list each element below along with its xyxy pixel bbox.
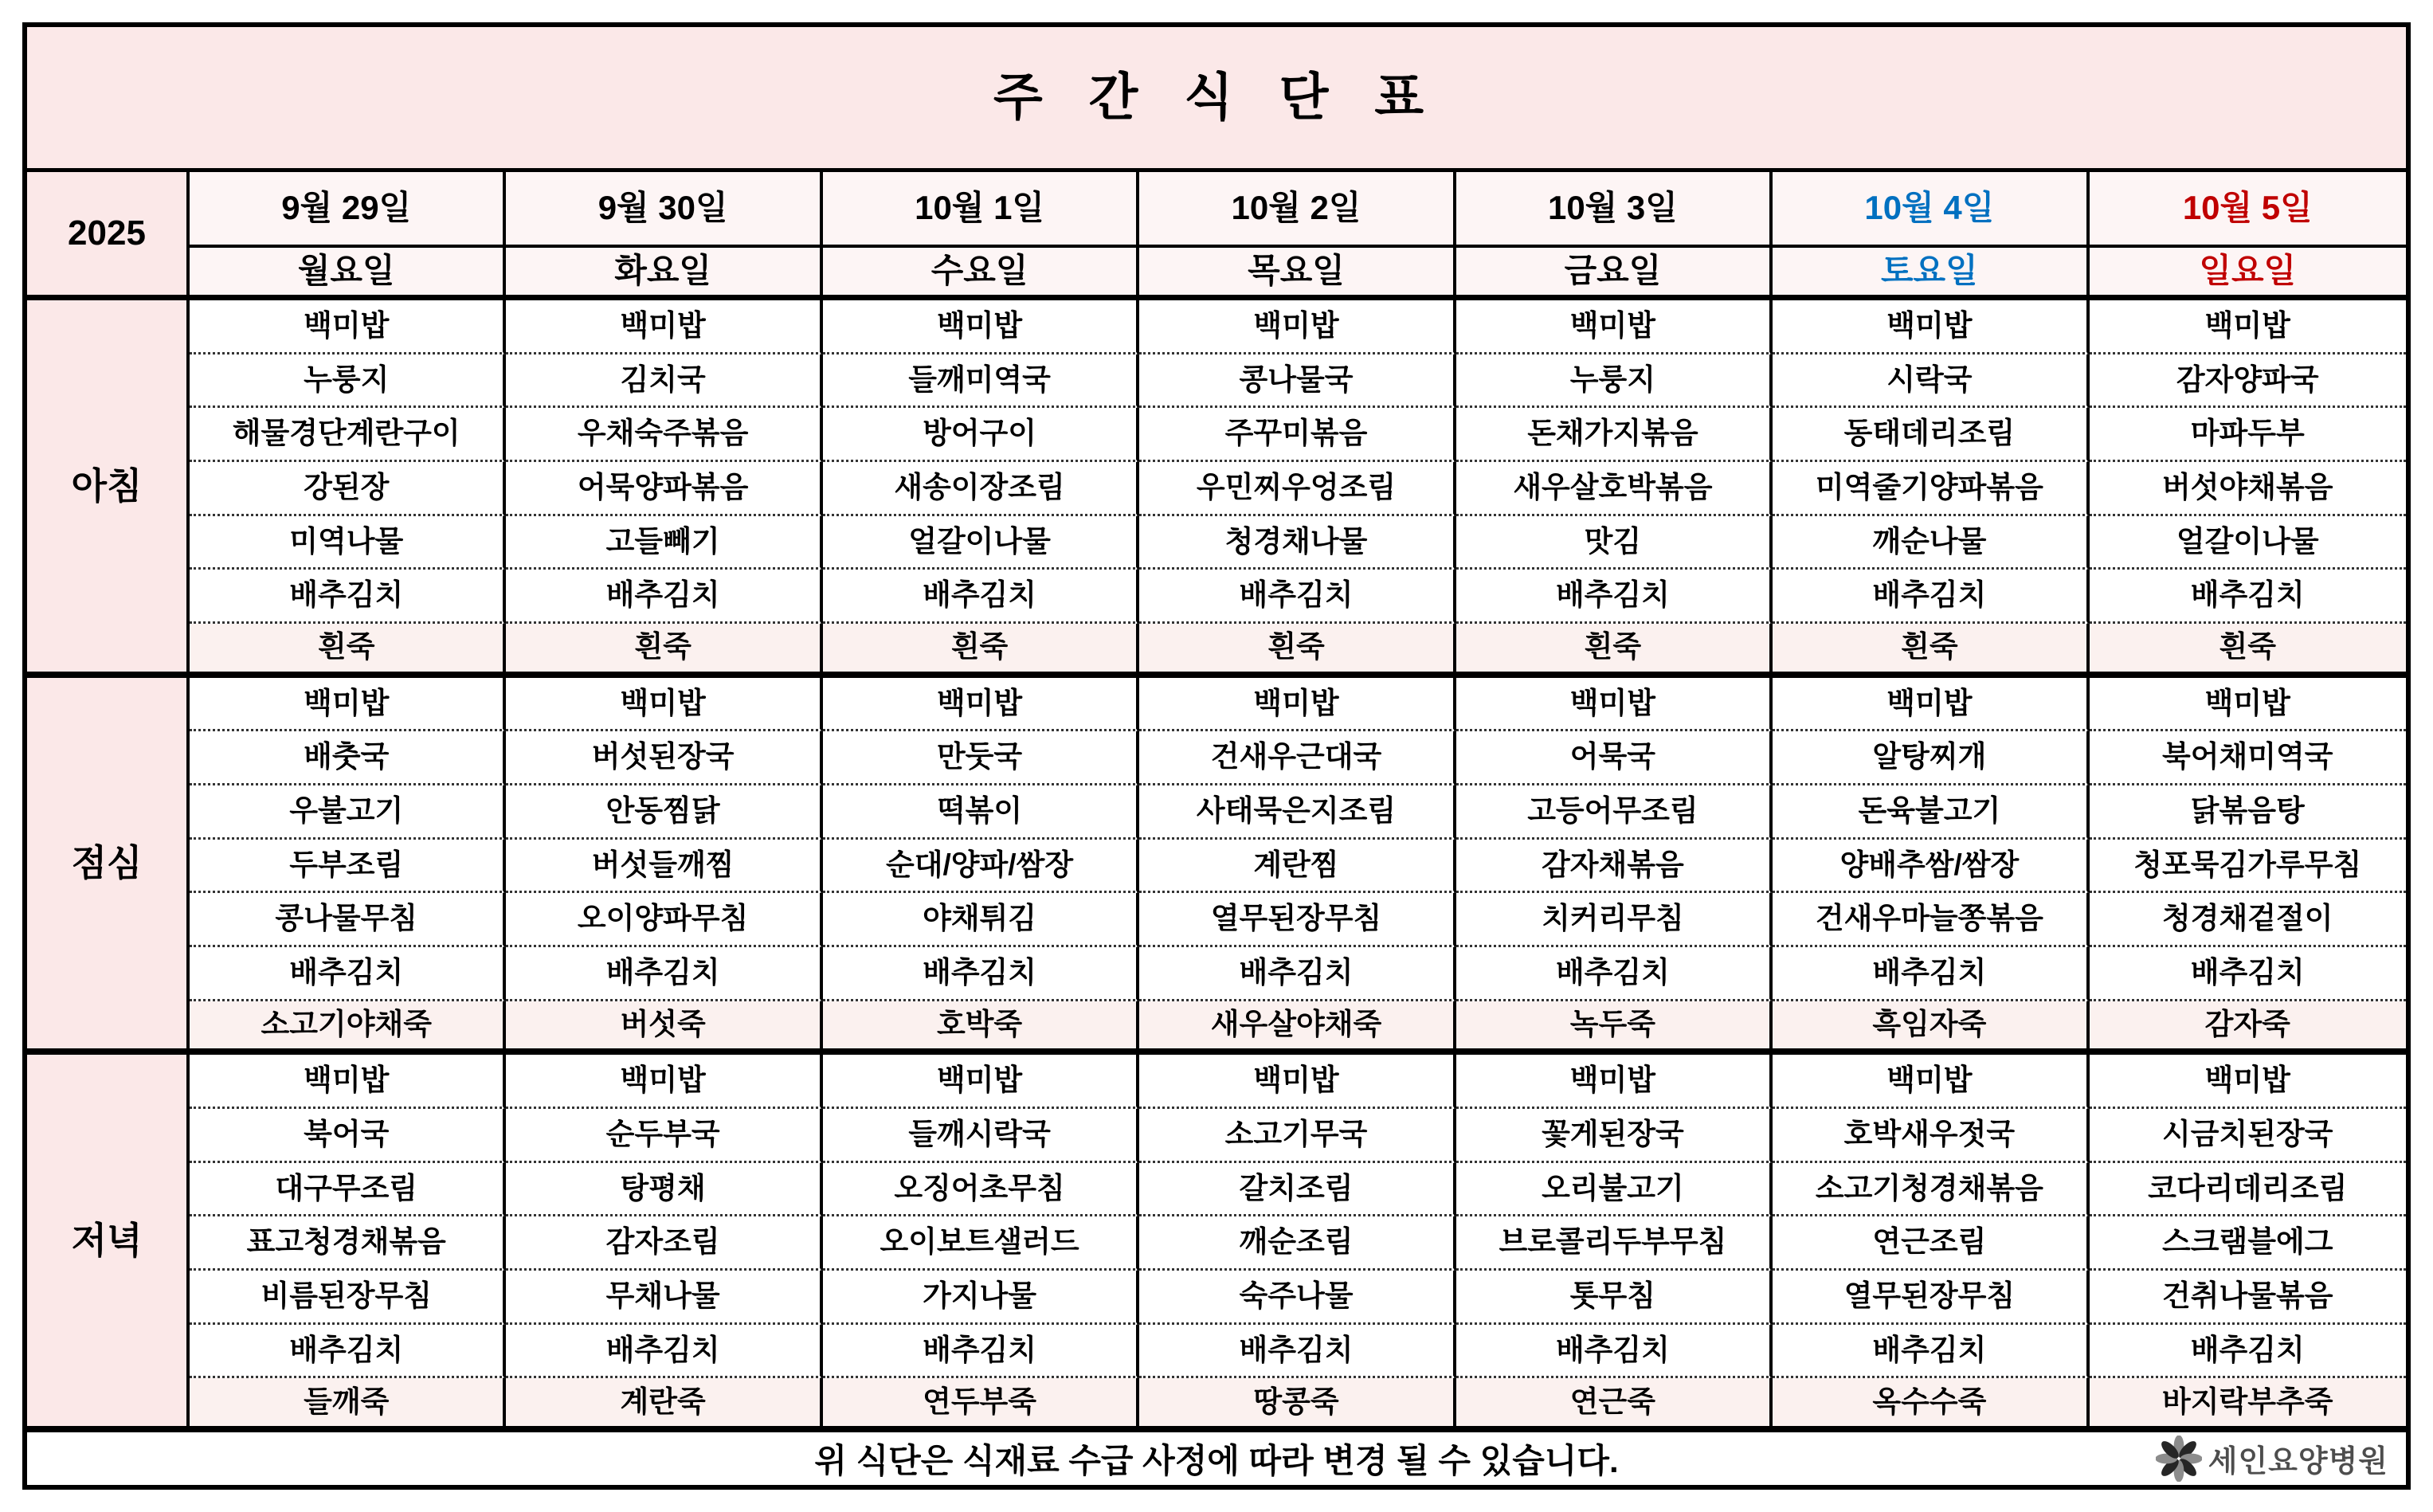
menu-item-cell: 오이보트샐러드 (823, 1216, 1139, 1271)
menu-item-cell: 배추김치 (190, 947, 506, 1001)
menu-item-cell: 주꾸미볶음 (1139, 408, 1455, 462)
menu-item-cell: 백미밥 (823, 678, 1139, 732)
menu-item-cell: 백미밥 (823, 300, 1139, 354)
menu-item-cell: 동태데리조림 (1773, 408, 2089, 462)
menu-item-cell: 대구무조림 (190, 1163, 506, 1217)
date-cell: 10월 3일 (1456, 172, 1773, 248)
weekday-cell: 일요일 (2090, 248, 2406, 300)
menu-item-cell: 순대/양파/쌈장 (823, 840, 1139, 894)
menu-item-cell: 배추김치 (1139, 1325, 1455, 1379)
menu-item-cell: 오징어초무침 (823, 1163, 1139, 1217)
menu-item-cell: 미역나물 (190, 516, 506, 570)
menu-item-cell: 만둣국 (823, 731, 1139, 785)
meal-label: 저녁 (27, 1055, 190, 1432)
hospital-logo-text: 세인요양병원 (2208, 1445, 2388, 1479)
menu-item-cell: 백미밥 (2090, 1055, 2406, 1109)
menu-item-cell: 옥수수죽 (1773, 1378, 2089, 1432)
menu-item-cell: 배추김치 (823, 570, 1139, 624)
menu-item-cell: 배추김치 (823, 947, 1139, 1001)
menu-item-cell: 배추김치 (1139, 947, 1455, 1001)
menu-item-cell: 오이양파무침 (506, 893, 822, 947)
menu-item-cell: 배추김치 (2090, 947, 2406, 1001)
menu-item-cell: 강된장 (190, 462, 506, 516)
menu-item-cell: 건새우마늘쫑볶음 (1773, 893, 2089, 947)
page-title: 주 간 식 단 표 (27, 27, 2406, 172)
menu-item-cell: 북어채미역국 (2090, 731, 2406, 785)
menu-item-cell: 흰죽 (190, 624, 506, 678)
menu-item-cell: 녹두죽 (1456, 1001, 1773, 1056)
menu-item-cell: 백미밥 (1773, 1055, 2089, 1109)
menu-item-cell: 새우살야채죽 (1139, 1001, 1455, 1056)
menu-item-cell: 새송이장조림 (823, 462, 1139, 516)
menu-item-cell: 배추김치 (506, 570, 822, 624)
menu-item-cell: 소고기청경채볶음 (1773, 1163, 2089, 1217)
menu-item-cell: 숙주나물 (1139, 1271, 1455, 1325)
menu-item-cell: 백미밥 (1139, 678, 1455, 732)
menu-item-cell: 갈치조림 (1139, 1163, 1455, 1217)
menu-item-cell: 바지락부추죽 (2090, 1378, 2406, 1432)
menu-item-cell: 청경채나물 (1139, 516, 1455, 570)
menu-item-cell: 닭볶음탕 (2090, 785, 2406, 840)
menu-item-cell: 백미밥 (1139, 1055, 1455, 1109)
menu-item-cell: 흰죽 (2090, 624, 2406, 678)
date-cell: 10월 5일 (2090, 172, 2406, 248)
menu-item-cell: 계란찜 (1139, 840, 1455, 894)
menu-item-cell: 배추김치 (2090, 570, 2406, 624)
menu-item-cell: 배추김치 (1773, 570, 2089, 624)
menu-item-cell: 우민찌우엉조림 (1139, 462, 1455, 516)
menu-item-cell: 고등어무조림 (1456, 785, 1773, 840)
menu-item-cell: 건취나물볶음 (2090, 1271, 2406, 1325)
menu-item-cell: 배추김치 (190, 1325, 506, 1379)
menu-item-cell: 방어구이 (823, 408, 1139, 462)
menu-item-cell: 열무된장무침 (1139, 893, 1455, 947)
menu-item-cell: 배추김치 (506, 1325, 822, 1379)
menu-item-cell: 흰죽 (1456, 624, 1773, 678)
menu-item-cell: 두부조림 (190, 840, 506, 894)
menu-item-cell: 배추김치 (1773, 1325, 2089, 1379)
menu-item-cell: 백미밥 (2090, 300, 2406, 354)
menu-item-cell: 감자죽 (2090, 1001, 2406, 1056)
menu-item-cell: 호박죽 (823, 1001, 1139, 1056)
menu-item-cell: 백미밥 (506, 300, 822, 354)
menu-item-cell: 배추김치 (1456, 947, 1773, 1001)
menu-item-cell: 배추김치 (1456, 1325, 1773, 1379)
menu-item-cell: 백미밥 (506, 1055, 822, 1109)
menu-item-cell: 백미밥 (1456, 678, 1773, 732)
menu-item-cell: 꽃게된장국 (1456, 1109, 1773, 1163)
menu-item-cell: 시금치된장국 (2090, 1109, 2406, 1163)
menu-item-cell: 들깨시락국 (823, 1109, 1139, 1163)
menu-item-cell: 열무된장무침 (1773, 1271, 2089, 1325)
date-cell: 9월 29일 (190, 172, 506, 248)
weekday-cell: 화요일 (506, 248, 822, 300)
menu-item-cell: 김치국 (506, 354, 822, 409)
menu-item-cell: 돈육불고기 (1773, 785, 2089, 840)
menu-item-cell: 맛김 (1456, 516, 1773, 570)
menu-item-cell: 배추김치 (190, 570, 506, 624)
menu-item-cell: 배추김치 (1139, 570, 1455, 624)
menu-item-cell: 연근죽 (1456, 1378, 1773, 1432)
menu-item-cell: 청경채겉절이 (2090, 893, 2406, 947)
menu-item-cell: 들깨미역국 (823, 354, 1139, 409)
menu-item-cell: 버섯야채볶음 (2090, 462, 2406, 516)
menu-item-cell: 버섯죽 (506, 1001, 822, 1056)
menu-item-cell: 돈채가지볶음 (1456, 408, 1773, 462)
menu-item-cell: 호박새우젓국 (1773, 1109, 2089, 1163)
year-cell: 2025 (27, 172, 190, 300)
menu-item-cell: 우채숙주볶음 (506, 408, 822, 462)
menu-item-cell: 백미밥 (1456, 1055, 1773, 1109)
menu-item-cell: 어묵국 (1456, 731, 1773, 785)
menu-item-cell: 연근조림 (1773, 1216, 2089, 1271)
menu-item-cell: 소고기무국 (1139, 1109, 1455, 1163)
menu-item-cell: 버섯들깨찜 (506, 840, 822, 894)
menu-item-cell: 건새우근대국 (1139, 731, 1455, 785)
menu-item-cell: 무채나물 (506, 1271, 822, 1325)
menu-grid (22, 22, 2411, 1490)
date-cell: 9월 30일 (506, 172, 822, 248)
menu-item-cell: 백미밥 (190, 1055, 506, 1109)
menu-item-cell: 콩나물국 (1139, 354, 1455, 409)
menu-item-cell: 흰죽 (1139, 624, 1455, 678)
menu-item-cell: 백미밥 (190, 300, 506, 354)
menu-item-cell: 깨순조림 (1139, 1216, 1455, 1271)
menu-item-cell: 양배추쌈/쌈장 (1773, 840, 2089, 894)
flower-icon (2156, 1436, 2202, 1482)
menu-item-cell: 새우살호박볶음 (1456, 462, 1773, 516)
menu-item-cell: 들깨죽 (190, 1378, 506, 1432)
menu-item-cell: 청포묵김가루무침 (2090, 840, 2406, 894)
menu-item-cell: 연두부죽 (823, 1378, 1139, 1432)
menu-item-cell: 비름된장무침 (190, 1271, 506, 1325)
footer-notice: 위 식단은 식재료 수급 사정에 따라 변경 될 수 있습니다. (814, 1441, 1619, 1479)
weekday-cell: 토요일 (1773, 248, 2089, 300)
menu-item-cell: 백미밥 (823, 1055, 1139, 1109)
menu-item-cell: 브로콜리두부무침 (1456, 1216, 1773, 1271)
menu-item-cell: 누룽지 (190, 354, 506, 409)
menu-item-cell: 백미밥 (1773, 678, 2089, 732)
menu-item-cell: 사태묵은지조림 (1139, 785, 1455, 840)
menu-item-cell: 백미밥 (2090, 678, 2406, 732)
menu-item-cell: 백미밥 (1139, 300, 1455, 354)
weekday-cell: 목요일 (1139, 248, 1455, 300)
menu-item-cell: 스크램블에그 (2090, 1216, 2406, 1271)
menu-item-cell: 흰죽 (1773, 624, 2089, 678)
menu-item-cell: 누룽지 (1456, 354, 1773, 409)
menu-item-cell: 백미밥 (1773, 300, 2089, 354)
weekday-cell: 수요일 (823, 248, 1139, 300)
date-cell: 10월 4일 (1773, 172, 2089, 248)
menu-item-cell: 감자채볶음 (1456, 840, 1773, 894)
menu-item-cell: 감자양파국 (2090, 354, 2406, 409)
menu-item-cell: 흑임자죽 (1773, 1001, 2089, 1056)
menu-item-cell: 미역줄기양파볶음 (1773, 462, 2089, 516)
menu-item-cell: 해물경단계란구이 (190, 408, 506, 462)
menu-item-cell: 배추김치 (1773, 947, 2089, 1001)
menu-item-cell: 배추김치 (1456, 570, 1773, 624)
menu-item-cell: 떡볶이 (823, 785, 1139, 840)
menu-item-cell: 배추김치 (2090, 1325, 2406, 1379)
menu-item-cell: 고들빼기 (506, 516, 822, 570)
menu-item-cell: 우불고기 (190, 785, 506, 840)
menu-item-cell: 백미밥 (506, 678, 822, 732)
menu-item-cell: 소고기야채죽 (190, 1001, 506, 1056)
menu-item-cell: 코다리데리조림 (2090, 1163, 2406, 1217)
menu-item-cell: 땅콩죽 (1139, 1378, 1455, 1432)
date-cell: 10월 2일 (1139, 172, 1455, 248)
menu-item-cell: 얼갈이나물 (823, 516, 1139, 570)
hospital-logo (2156, 1436, 2388, 1482)
menu-item-cell: 감자조림 (506, 1216, 822, 1271)
menu-item-cell: 순두부국 (506, 1109, 822, 1163)
menu-item-cell: 깨순나물 (1773, 516, 2089, 570)
menu-item-cell: 얼갈이나물 (2090, 516, 2406, 570)
weekday-cell: 금요일 (1456, 248, 1773, 300)
meal-label: 아침 (27, 300, 190, 678)
menu-item-cell: 콩나물무침 (190, 893, 506, 947)
weekday-cell: 월요일 (190, 248, 506, 300)
menu-item-cell: 안동찜닭 (506, 785, 822, 840)
menu-item-cell: 배춧국 (190, 731, 506, 785)
menu-item-cell: 어묵양파볶음 (506, 462, 822, 516)
menu-item-cell: 북어국 (190, 1109, 506, 1163)
menu-item-cell: 알탕찌개 (1773, 731, 2089, 785)
menu-item-cell: 백미밥 (190, 678, 506, 732)
menu-item-cell: 오리불고기 (1456, 1163, 1773, 1217)
menu-item-cell: 계란죽 (506, 1378, 822, 1432)
menu-item-cell: 탕평채 (506, 1163, 822, 1217)
meal-label: 점심 (27, 678, 190, 1056)
menu-item-cell: 흰죽 (506, 624, 822, 678)
menu-item-cell: 야채튀김 (823, 893, 1139, 947)
menu-item-cell: 배추김치 (823, 1325, 1139, 1379)
menu-item-cell: 표고청경채볶음 (190, 1216, 506, 1271)
menu-item-cell: 흰죽 (823, 624, 1139, 678)
footer (27, 1432, 2406, 1485)
menu-item-cell: 마파두부 (2090, 408, 2406, 462)
menu-item-cell: 치커리무침 (1456, 893, 1773, 947)
menu-item-cell: 가지나물 (823, 1271, 1139, 1325)
menu-item-cell: 백미밥 (1456, 300, 1773, 354)
date-cell: 10월 1일 (823, 172, 1139, 248)
menu-item-cell: 톳무침 (1456, 1271, 1773, 1325)
menu-item-cell: 배추김치 (506, 947, 822, 1001)
menu-item-cell: 시락국 (1773, 354, 2089, 409)
menu-item-cell: 버섯된장국 (506, 731, 822, 785)
